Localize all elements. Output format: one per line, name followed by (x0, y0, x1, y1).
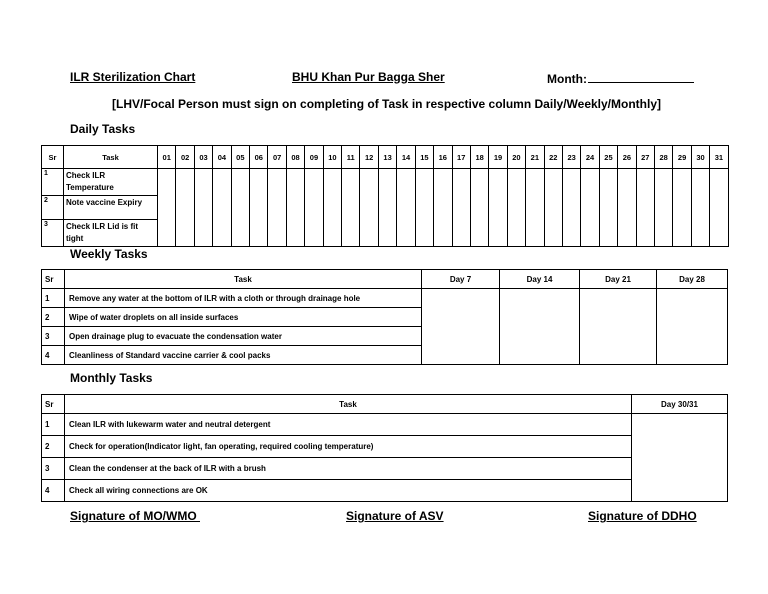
daily-sign-cell[interactable] (618, 169, 636, 247)
daily-sign-cell[interactable] (599, 169, 617, 247)
monthly-sr-cell: 3 (42, 458, 65, 480)
month-blank-line (588, 71, 694, 83)
daily-task-cell: Check ILR Lid is fit tight (64, 220, 158, 247)
daily-day-header: 17 (452, 146, 470, 169)
daily-sign-cell[interactable] (526, 169, 544, 247)
table-row (42, 436, 728, 458)
daily-day-header: 06 (250, 146, 268, 169)
daily-day-header: 21 (526, 146, 544, 169)
weekly-sr-cell: 3 (42, 327, 65, 346)
daily-sign-cell[interactable] (213, 169, 231, 247)
weekly-day28-header: Day 28 (657, 270, 728, 289)
daily-sign-cell[interactable] (378, 169, 396, 247)
weekly-task-cell: Cleanliness of Standard vaccine carrier & cool packs (65, 346, 422, 365)
daily-sr-cell: 2 (42, 196, 64, 220)
daily-day-header: 23 (562, 146, 580, 169)
weekly-task-cell: Remove any water at the bottom of ILR with a cloth or through drainage hole (65, 289, 422, 308)
daily-sr-cell: 3 (42, 220, 64, 247)
weekly-task-cell: Open drainage plug to evacuate the condensation water (65, 327, 422, 346)
daily-sign-cell[interactable] (342, 169, 360, 247)
daily-day-header: 15 (415, 146, 433, 169)
daily-task-header: Task (64, 146, 158, 169)
table-row (42, 458, 728, 480)
monthly-tasks-heading: Monthly Tasks (70, 371, 153, 385)
daily-day-header: 16 (434, 146, 452, 169)
weekly-tasks-table (41, 269, 728, 365)
daily-sign-cell[interactable] (636, 169, 654, 247)
daily-day-header: 01 (158, 146, 176, 169)
daily-day-header: 04 (213, 146, 231, 169)
weekly-sr-header: Sr (42, 270, 65, 289)
daily-sign-cell[interactable] (470, 169, 488, 247)
daily-sign-cell[interactable] (581, 169, 599, 247)
daily-day-header: 26 (618, 146, 636, 169)
weekly-sr-cell: 4 (42, 346, 65, 365)
daily-day-header: 20 (507, 146, 525, 169)
daily-sr-header: Sr (42, 146, 64, 169)
daily-day-header: 11 (342, 146, 360, 169)
daily-tasks-heading: Daily Tasks (70, 122, 136, 136)
daily-sign-cell[interactable] (250, 169, 268, 247)
facility-name: BHU Khan Pur Bagga Sher (292, 70, 445, 84)
daily-sign-cell[interactable] (507, 169, 525, 247)
daily-day-header: 18 (470, 146, 488, 169)
monthly-task-cell: Check for operation(Indicator light, fan operating, required cooling temperature) (65, 436, 632, 458)
daily-sign-cell[interactable] (710, 169, 728, 247)
signature-ddho: Signature of DDHO (588, 509, 697, 523)
monthly-day-header: Day 30/31 (632, 395, 728, 414)
daily-day-header: 22 (544, 146, 562, 169)
month-field (547, 70, 694, 88)
weekly-day7-sign-cell[interactable] (422, 289, 500, 365)
daily-sign-cell[interactable] (158, 169, 176, 247)
instruction-note: [LHV/Focal Person must sign on completing of Task in respective column Daily/Weekly/Monthly] (112, 97, 661, 111)
daily-day-header: 28 (654, 146, 672, 169)
daily-task-cell: Check ILR Temperature (64, 169, 158, 196)
daily-sign-cell[interactable] (397, 169, 415, 247)
monthly-sr-header: Sr (42, 395, 65, 414)
daily-sign-cell[interactable] (691, 169, 709, 247)
daily-day-header: 08 (286, 146, 304, 169)
weekly-task-header: Task (65, 270, 422, 289)
daily-sign-cell[interactable] (194, 169, 212, 247)
daily-sign-cell[interactable] (673, 169, 691, 247)
chart-title: ILR Sterilization Chart (70, 70, 196, 84)
monthly-sr-cell: 2 (42, 436, 65, 458)
daily-day-header: 31 (710, 146, 728, 169)
daily-day-header: 24 (581, 146, 599, 169)
monthly-task-cell: Check all wiring connections are OK (65, 480, 632, 502)
table-row (42, 480, 728, 502)
weekly-day28-sign-cell[interactable] (657, 289, 728, 365)
daily-day-header: 19 (489, 146, 507, 169)
daily-sign-cell[interactable] (360, 169, 378, 247)
monthly-task-cell: Clean the condenser at the back of ILR with a brush (65, 458, 632, 480)
signature-asv: Signature of ASV (346, 509, 444, 523)
daily-day-header: 03 (194, 146, 212, 169)
daily-sign-cell[interactable] (176, 169, 194, 247)
daily-sign-cell[interactable] (562, 169, 580, 247)
daily-day-header: 10 (323, 146, 341, 169)
daily-sign-cell[interactable] (544, 169, 562, 247)
daily-sign-cell[interactable] (305, 169, 323, 247)
daily-day-header: 05 (231, 146, 249, 169)
month-label: Month: (547, 72, 587, 86)
monthly-task-cell: Clean ILR with lukewarm water and neutral detergent (65, 414, 632, 436)
daily-sr-cell: 1 (42, 169, 64, 196)
monthly-sr-cell: 4 (42, 480, 65, 502)
weekly-day7-header: Day 7 (422, 270, 500, 289)
daily-day-header: 07 (268, 146, 286, 169)
weekly-sr-cell: 2 (42, 308, 65, 327)
signature-mo-wmo: Signature of MO/WMO (70, 509, 200, 523)
daily-sign-cell[interactable] (268, 169, 286, 247)
daily-sign-cell[interactable] (231, 169, 249, 247)
daily-sign-cell[interactable] (654, 169, 672, 247)
daily-day-header: 27 (636, 146, 654, 169)
daily-day-header: 02 (176, 146, 194, 169)
weekly-day14-header: Day 14 (500, 270, 580, 289)
weekly-sr-cell: 1 (42, 289, 65, 308)
daily-sign-cell[interactable] (452, 169, 470, 247)
daily-day-header: 12 (360, 146, 378, 169)
daily-day-header: 13 (378, 146, 396, 169)
monthly-task-header: Task (65, 395, 632, 414)
daily-sign-cell[interactable] (323, 169, 341, 247)
daily-day-header: 25 (599, 146, 617, 169)
daily-sign-cell[interactable] (489, 169, 507, 247)
monthly-tasks-table (41, 394, 728, 502)
daily-task-cell: Note vaccine Expiry (64, 196, 158, 220)
weekly-task-cell: Wipe of water droplets on all inside surfaces (65, 308, 422, 327)
table-row (42, 289, 728, 308)
weekly-day14-sign-cell[interactable] (500, 289, 580, 365)
weekly-tasks-heading: Weekly Tasks (70, 247, 148, 261)
table-row (42, 169, 729, 196)
daily-sign-cell[interactable] (434, 169, 452, 247)
weekly-day21-header: Day 21 (580, 270, 657, 289)
daily-day-header: 14 (397, 146, 415, 169)
daily-day-header: 30 (691, 146, 709, 169)
daily-tasks-table (41, 145, 729, 247)
daily-day-header: 29 (673, 146, 691, 169)
daily-sign-cell[interactable] (415, 169, 433, 247)
daily-day-header: 09 (305, 146, 323, 169)
weekly-day21-sign-cell[interactable] (580, 289, 657, 365)
table-row (42, 414, 728, 436)
daily-sign-cell[interactable] (286, 169, 304, 247)
monthly-sr-cell: 1 (42, 414, 65, 436)
monthly-sign-cell[interactable] (632, 414, 728, 502)
